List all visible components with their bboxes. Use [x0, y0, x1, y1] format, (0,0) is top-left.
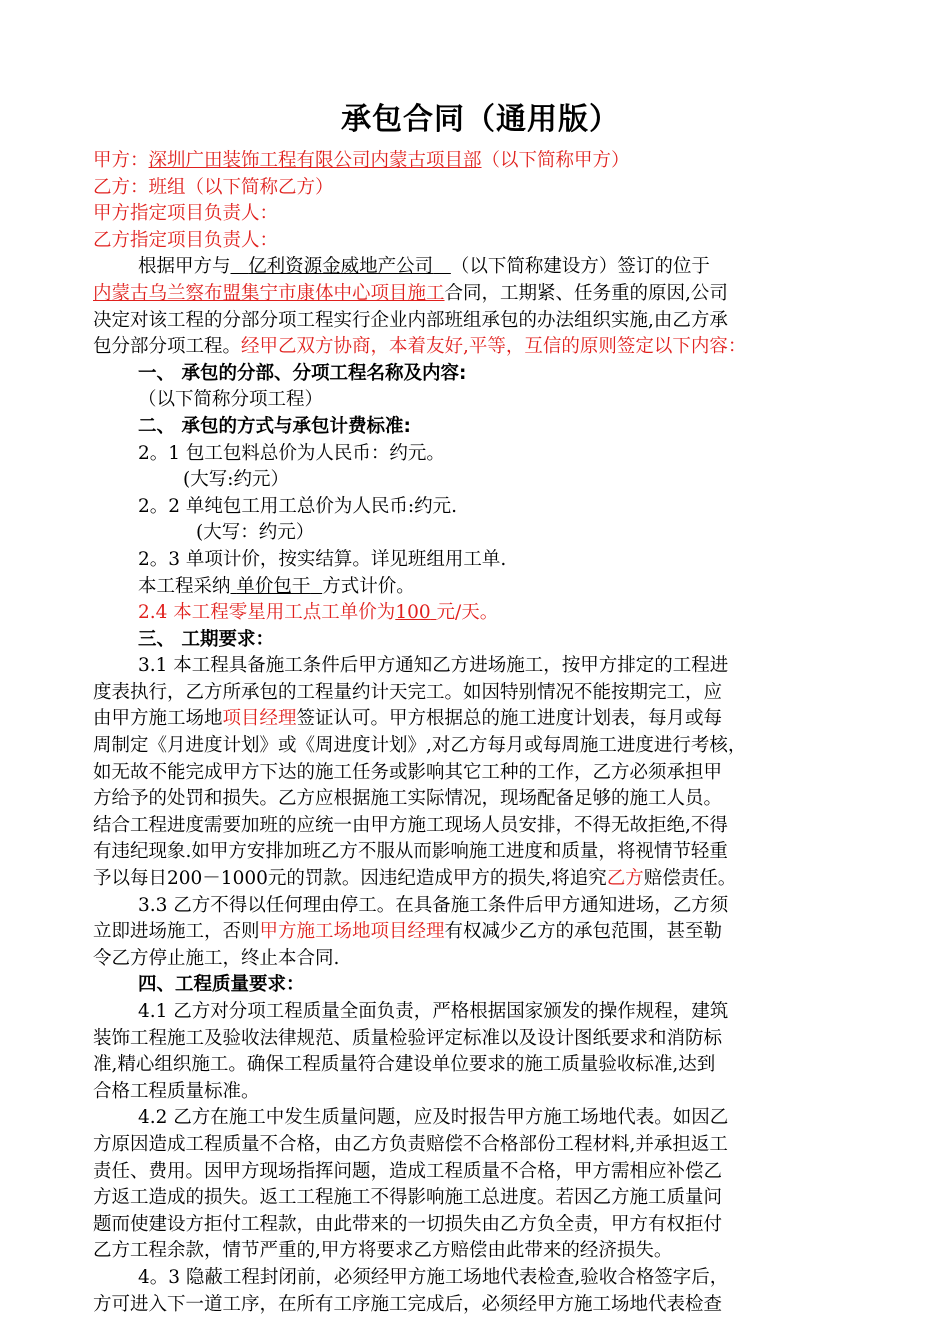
section-3-heading: 三、 工期要求： — [138, 628, 274, 650]
s3-highlight: 甲方施工场地项目经理 — [259, 921, 445, 943]
s4-line: 装饰工程施工及验收法律规范、质量检验评定标准以及设计图纸要求和消防标 — [93, 1027, 723, 1049]
pricing-method-value — [231, 576, 323, 597]
s4-line: 方可进入下一道工序，在所有工序施工完成后，必须经甲方施工场地代表检查 — [93, 1293, 723, 1315]
section-1-note: （以下简称分项工程） — [138, 389, 324, 411]
s3-line: 周制定《月进度计划》或《周进度计划》,对乙方每月或每周施工进度进行考核， — [93, 735, 747, 757]
s3-line: 结合工程进度需要加班的应统一由甲方施工现场人员安排，不得无故拒绝,不得 — [93, 814, 728, 836]
pricing-text: 方式计价。 — [322, 575, 415, 597]
s4-line: 合格工程质量标准。 — [93, 1080, 260, 1102]
s3-text: 赔偿责任。 — [643, 868, 737, 890]
s4-line: 4.2 乙方在施工中发生质量问题，应及时报告甲方施工场地代表。如因乙 — [138, 1107, 729, 1129]
s4-line: 4。3 隐蔽工程封闭前，必须经甲方施工场地代表检查,验收合格签字后， — [138, 1266, 729, 1288]
section-2-heading: 二、 承包的方式与承包计费标准: — [138, 415, 411, 437]
s3-line: 度表执行，乙方所承包的工程量约计天完工。如因特别情况不能按期完工，应 — [93, 681, 723, 703]
party-a-note: （以下简称甲方） — [481, 150, 630, 171]
s3-line — [93, 706, 868, 733]
s4-line: 乙方工程余款，情节严重的,甲方将要求乙方赔偿由此带来的经济损失。 — [93, 1240, 673, 1262]
party-b-line: 乙方：班组（以下简称乙方） — [93, 176, 334, 198]
project-location: 内蒙古乌兰察布盟集宁市康体中心项目施工 — [93, 282, 445, 304]
item-2-2-caps: (大写：约元） — [196, 522, 315, 544]
intro-line-2 — [93, 281, 868, 308]
s4-line: 方原因造成工程质量不合格，由乙方负责赔偿不合格部份工程材料,并承担返工 — [93, 1133, 728, 1155]
section-1-heading: 一、 承包的分部、分项工程名称及内容: — [138, 362, 467, 384]
item-2-4-text: 2.4 本工程零星用工点工单价为 — [138, 602, 396, 624]
daily-rate — [395, 602, 436, 623]
s3-line: 3.3 乙方不得以任何理由停工。在具备施工条件后甲方通知进场，乙方须 — [138, 894, 729, 916]
s4-line: 方返工造成的损失。返工工程施工不得影响施工总进度。若因乙方施工质量问 — [93, 1187, 723, 1209]
s3-highlight: 乙方 — [606, 868, 644, 890]
intro-line-4 — [93, 334, 868, 361]
pricing-text: 本工程采纳 — [138, 575, 231, 597]
s3-line: 有违纪现象.如甲方安排加班乙方不服从而影响施工进度和质量，将视情节轻重 — [93, 841, 728, 863]
item-2-1: 2。1 包工包料总价为人民币：约元。 — [138, 442, 445, 464]
s3-highlight: 项目经理 — [222, 708, 297, 730]
s3-line: 3.1 本工程具备施工条件后甲方通知乙方进场施工，按甲方排定的工程进 — [138, 655, 729, 677]
intro-line-3: 决定对该工程的分部分项工程实行企业内部班组承包的办法组织实施,由乙方承 — [93, 309, 728, 331]
contract-page — [93, 100, 868, 1318]
pricing-method — [93, 574, 868, 601]
client-name-text: 亿利资源金威地产公司 — [248, 256, 434, 278]
party-a-manager: 甲方指定项目负责人： — [93, 203, 279, 225]
intro-agreement-text: 经甲乙双方协商，本着友好,平等，互信的原则签定以下内容： — [241, 336, 747, 358]
section-4-heading: 四、工程质量要求： — [138, 974, 305, 996]
s4-line: 准,精心组织施工。确保工程质量符合建设单位要求的施工质量验收标准,达到 — [93, 1054, 716, 1076]
item-2-4-unit: 元/天。 — [436, 602, 499, 624]
party-a-name: 深圳广田装饰工程有限公司内蒙古项目部 — [148, 150, 482, 171]
document-title: 承包合同（通用版） — [341, 102, 620, 137]
s3-line: 方给予的处罚和损失。乙方应根据施工实际情况，现场配备足够的施工人员。 — [93, 788, 723, 810]
party-b-manager: 乙方指定项目负责人： — [93, 229, 279, 251]
item-2-2: 2。2 单纯包工用工总价为人民币:约元. — [138, 495, 458, 517]
s3-text: 予以每日200－1000元的罚款。因违纪造成甲方的损失,将追究 — [93, 868, 607, 890]
pricing-method-text: 单价包干 — [236, 575, 311, 597]
party-a-line — [93, 148, 868, 175]
item-2-3: 2。3 单项计价，按实结算。详见班组用工单. — [138, 548, 507, 570]
s3-line: 令乙方停止施工，终止本合同. — [93, 947, 340, 969]
party-a-label: 甲方： — [93, 150, 149, 171]
item-2-1-caps: (大写:约元） — [183, 469, 289, 491]
item-2-4 — [93, 600, 868, 627]
daily-rate-value: 100 — [395, 602, 431, 624]
s3-line — [93, 866, 868, 893]
intro-text: （以下简称建设方）签订的位于 — [450, 256, 710, 278]
s3-text: 立即进场施工，否则 — [93, 921, 260, 943]
s3-line: 如无故不能完成甲方下达的施工任务或影响其它工种的工作，乙方必须承担甲 — [93, 761, 723, 783]
client-name — [231, 256, 451, 277]
s3-text: 有权减少乙方的承包范围，甚至勒 — [444, 921, 723, 943]
s3-line — [93, 919, 868, 946]
s3-text: 由甲方施工场地 — [93, 708, 223, 730]
s4-line: 责任、费用。因甲方现场指挥问题，造成工程质量不合格，甲方需相应补偿乙 — [93, 1160, 723, 1182]
s4-line: 4.1 乙方对分项工程质量全面负责，严格根据国家颁发的操作规程，建筑 — [138, 1001, 729, 1022]
intro-text: 包分部分项工程。 — [93, 336, 242, 358]
intro-line-1 — [93, 254, 868, 281]
intro-text: 合同，工期紧、任务重的原因,公司 — [444, 282, 728, 304]
s4-line: 题而使建设方拒付工程款，由此带来的一切损失由乙方负全责，甲方有权拒付 — [93, 1213, 723, 1235]
intro-text: 根据甲方与 — [138, 256, 231, 278]
s3-text: 签证认可。甲方根据总的施工进度计划表，每月或每 — [296, 708, 723, 730]
